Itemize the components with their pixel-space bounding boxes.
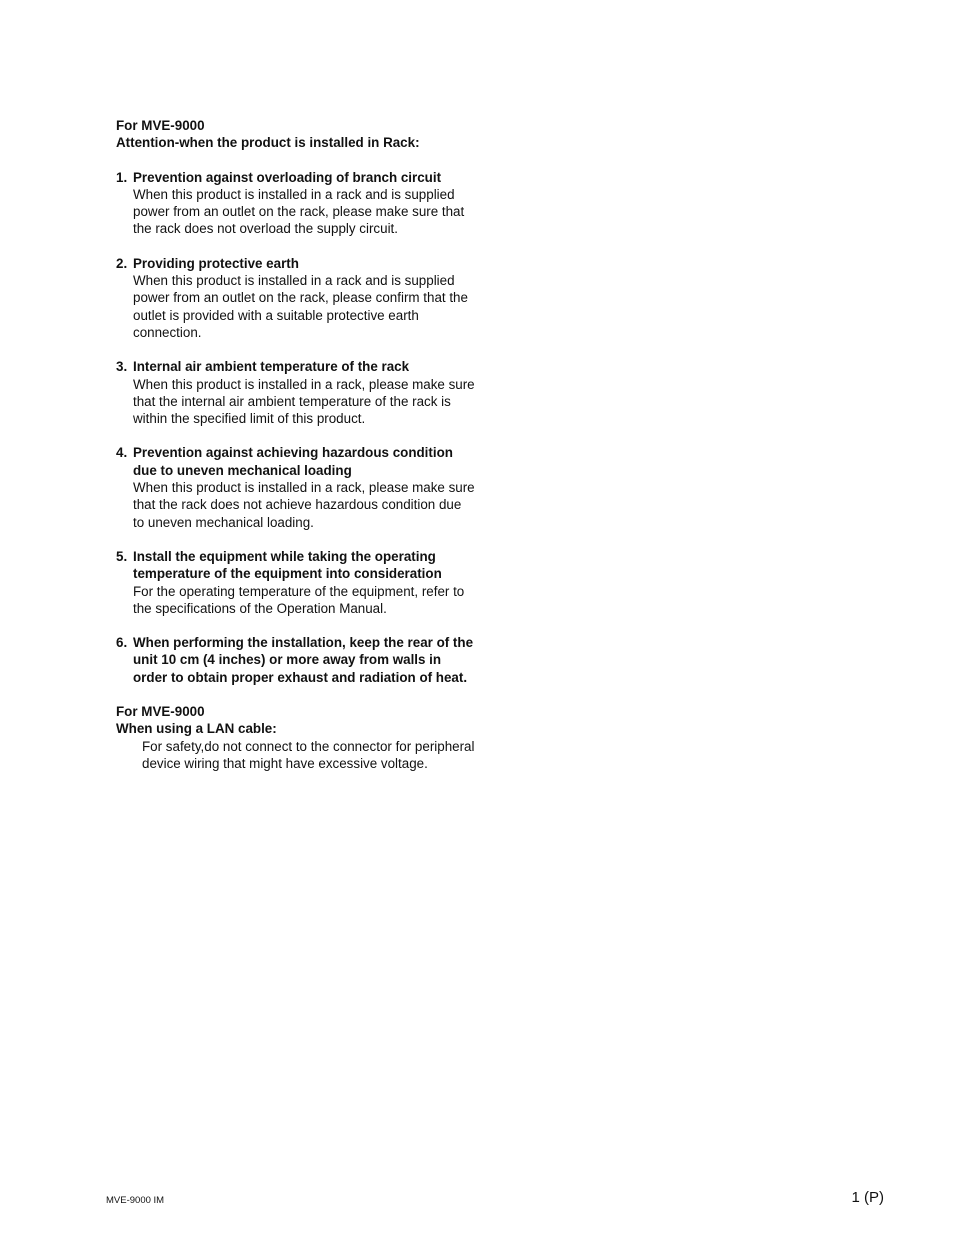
footer-doc-id: MVE-9000 IM [106, 1195, 165, 1206]
item-title: Prevention against achieving hazardous condition due to uneven mechanical loading [133, 445, 453, 478]
item-number: 3. [116, 359, 128, 375]
item-number: 1. [116, 169, 128, 185]
item-number: 2. [116, 255, 128, 271]
item-body: When this product is installed in a rack and is supplied power from an outlet on the rack, please make sure that the rack does not overload the supply circuit. [133, 186, 465, 237]
list-item-1 [116, 169, 476, 238]
rack-attention-header [116, 117, 476, 152]
model-line: For MVE-9000 [116, 118, 205, 133]
attention-heading: Attention-when the product is installed in Rack: [116, 135, 420, 151]
document-content [116, 117, 476, 772]
item-title: When performing the installation, keep the rear of the unit 10 cm (4 inches) or more away from walls in order to obtain proper exhaust and radiation of heat. [133, 635, 474, 685]
item-number: 5. [116, 548, 128, 564]
item-body: When this product is installed in a rack and is supplied power from an outlet on the rack, please confirm that the outlet is provided with a suitable protective earth connection. [133, 273, 468, 340]
page-number: 1 (P) [851, 1189, 884, 1206]
lan-model-line: For MVE-9000 [116, 704, 205, 720]
list-item-5 [116, 548, 476, 617]
list-item-3 [116, 358, 476, 427]
item-title: Prevention against overloading of branch circuit [133, 169, 442, 185]
list-item-4 [116, 444, 476, 530]
item-body: When this product is installed in a rack, please make sure that the rack does not achieve hazardous condition due to uneven mechanical loading. [133, 480, 475, 530]
list-item-2 [116, 255, 476, 341]
lan-heading: When using a LAN cable: [116, 721, 277, 737]
lan-body: For safety,do not connect to the connector for peripheral device wiring that might have excessive voltage. [142, 738, 475, 771]
item-title: Internal air ambient temperature of the rack [133, 359, 410, 375]
lan-cable-section [116, 703, 476, 772]
item-title: Providing protective earth [133, 255, 299, 271]
list-item-6 [116, 634, 476, 686]
item-title: Install the equipment while taking the operating temperature of the equipment into consideration [133, 548, 442, 582]
item-body: When this product is installed in a rack, please make sure that the internal air ambient temperature of the rack is within the specified limit of this product. [133, 376, 475, 427]
item-number: 4. [116, 445, 128, 461]
item-body: For the operating temperature of the equipment, refer to the specifications of the Operation Manual. [133, 583, 465, 616]
item-number: 6. [116, 635, 128, 651]
